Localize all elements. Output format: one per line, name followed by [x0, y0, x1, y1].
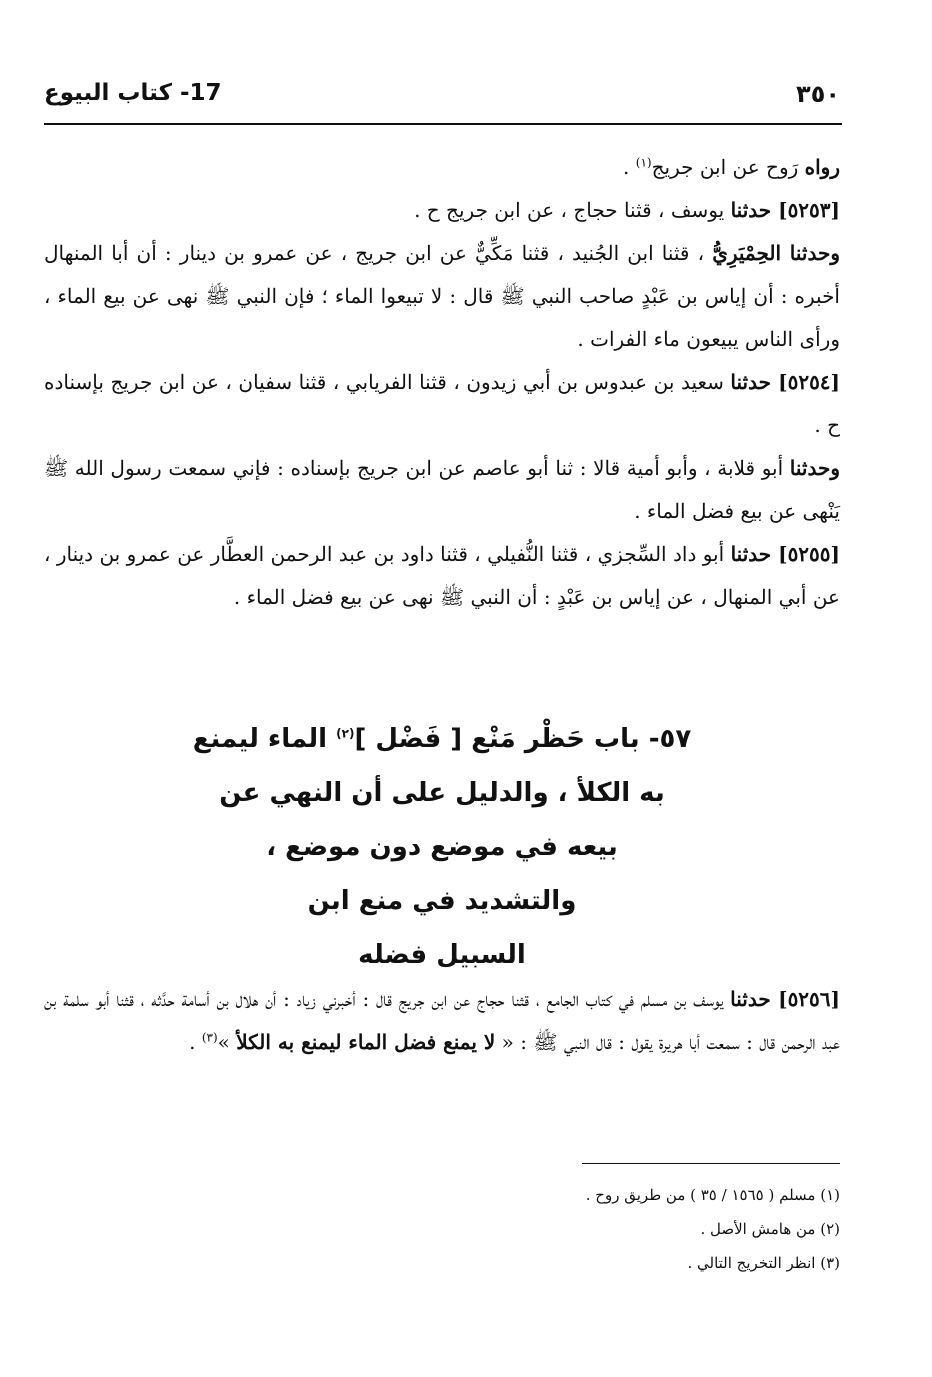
- paragraph: [44, 189, 840, 232]
- heading-line: [44, 712, 840, 766]
- heading-text: الماء ليمنع: [192, 724, 337, 754]
- quote-close: »: [217, 1030, 237, 1054]
- footnote: (٢) من هامش الأصل .: [700, 1220, 840, 1238]
- heading-line: بيعه في موضع دون موضع ،: [266, 832, 618, 862]
- paragraph-tail: .: [189, 1030, 202, 1054]
- paragraph: [44, 447, 840, 533]
- hadith-5256: [44, 978, 840, 1064]
- heading-line: به الكلأ ، والدليل على أن النهي عن: [219, 778, 665, 808]
- paragraph-lead: [٥٢٥٥] حدثنا: [730, 542, 840, 566]
- paragraph-text: رَوح عن ابن جريج: [651, 155, 805, 179]
- hadith-quote: لا يمنع فضل الماء ليمنع به الكلأ: [236, 1030, 496, 1054]
- paragraph-text: ، قثنا ابن الجُنيد ، قثنا مَكِّيٌّ عن ابن جريج ، عن عمرو بن دينار : أن أبا المنهال أخبره : أن إياس بن عَبْدٍ صاحب النبي ﷺ قال : لا تبيعوا الماء ؛ فإن النبي ﷺ نهى عن بيع الماء ، ورأى الناس يبيعون ماء الفرات .: [44, 241, 840, 351]
- paragraph-text: أبو داد السِّجزي ، قثنا النُّفيلي ، قثنا داود بن عبد الرحمن العطَّار عن عمرو بن دينار ، عن أبي المنهال ، عن إياس بن عَبْدٍ : أن النبي ﷺ نهى عن بيع فضل الماء .: [44, 542, 840, 609]
- footnote: (٣) انظر التخريج التالي .: [687, 1254, 840, 1272]
- heading-line: السبيل فضله: [358, 940, 526, 970]
- paragraph-text: أبو قلابة ، وأبو أمية قالا : ثنا أبو عاصم عن ابن جريج بإسناده : فإني سمعت رسول الله ﷺ يَنْهى عن بيع فضل الماء .: [44, 456, 840, 523]
- paragraph: [44, 146, 840, 189]
- footnote-rule: [582, 1163, 840, 1164]
- paragraph-text: يوسف بن مسلم في كتاب الجامع ، قثنا حجاج عن ابن جريج قال : أخبرني زياد : أن هلال بن أسامة حدَّثه ، قثنا أبو سلمة بن عبد الرحمن قال : سمعت أبا هريرة يقول : قال النبي ﷺ : «: [44, 987, 840, 1054]
- header-rule: [44, 123, 842, 125]
- heading-line: والتشديد في منع ابن: [307, 886, 577, 916]
- paragraph: [44, 232, 840, 361]
- paragraph-lead: [٥٢٥٦] حدثنا: [730, 987, 840, 1011]
- paragraph-text: يوسف ، قثنا حجاج ، عن ابن جريج ح .: [414, 198, 731, 222]
- chapter-heading: [44, 712, 840, 982]
- paragraph-lead: وحدثنا الحِمْيَرِيُّ: [712, 241, 840, 265]
- footnote: (١) مسلم ( ١٥٦٥ / ٣٥ ) من طريق روح .: [585, 1186, 840, 1204]
- running-title: 17- كتاب البيوع: [44, 80, 222, 106]
- footnote-marker: (١): [635, 155, 652, 170]
- paragraph-text: سعيد بن عبدوس بن أبي زيدون ، قثنا الفريابي ، قثنا سفيان ، عن ابن جريج بإسناده ح .: [44, 370, 840, 437]
- paragraph: [44, 978, 840, 1064]
- footnote-marker: (٣): [201, 1030, 218, 1045]
- paragraph-lead: رواه: [804, 155, 840, 179]
- page-header: [44, 80, 840, 120]
- page-number: ٣٥٠: [796, 80, 840, 108]
- paragraph: [44, 361, 840, 447]
- main-text: [44, 146, 840, 619]
- paragraph-lead: وحدثنا: [789, 456, 840, 480]
- heading-text: ٥٧- باب حَظْر مَنْع [ فَضْل ]: [354, 724, 692, 754]
- paragraph-tail: .: [623, 155, 636, 179]
- footnote-marker: (٢): [336, 726, 355, 741]
- paragraph-lead: [٥٢٥٣] حدثنا: [730, 198, 840, 222]
- paragraph-lead: [٥٢٥٤] حدثنا: [730, 370, 841, 394]
- footnotes: [44, 1178, 840, 1280]
- paragraph: [44, 533, 840, 619]
